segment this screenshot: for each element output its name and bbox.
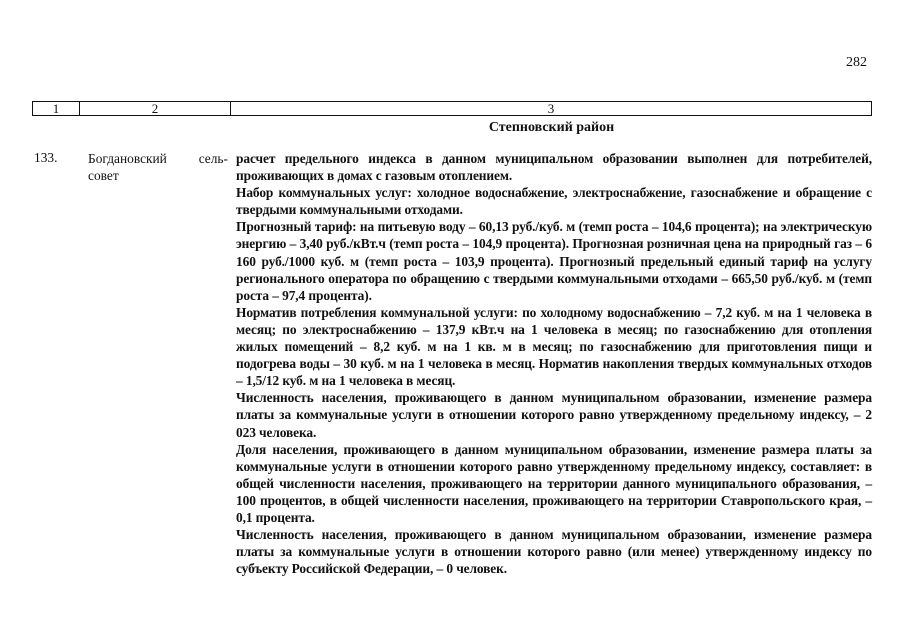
- paragraph: Прогнозный тариф: на питьевую воду – 60,13 руб./куб. м (темп роста – 104,6 процента); на электрическую энергию – 3,40 руб./кВт.ч (темп роста – 104,9 процента). Прогнозная розничная цена на природный газ – 6 160 руб./1000 куб. м (темп роста – 103,9 процента). Прогнозный предельный единый тариф на услугу регионального оператора по обращению с твердыми коммунальными отходами – 665,50 руб./куб. м (темп роста – 97,4 процента).: [236, 219, 872, 303]
- column-header-3: 3: [547, 101, 555, 116]
- row-number: 133.: [34, 150, 58, 165]
- municipality-name-part3: совет: [88, 168, 119, 183]
- column-header-row: [32, 101, 872, 116]
- paragraph: Набор коммунальных услуг: холодное водоснабжение, электроснабжение, газоснабжение и обращение с твердыми коммунальными отходами.: [236, 185, 872, 218]
- municipality-name-part2: сель-: [198, 151, 228, 166]
- entry-description: [236, 150, 872, 577]
- municipality-name: [88, 150, 228, 184]
- district-heading: Степновский район: [488, 120, 615, 135]
- column-header-1: 1: [33, 102, 80, 115]
- paragraph: расчет предельного индекса в данном муниципальном образовании выполнен для потребителей, проживающих в домах с газовым отоплением.: [236, 151, 872, 184]
- paragraph: Доля населения, проживающего в данном муниципальном образовании, изменение размера платы за коммунальные услуги в отношении которого равно утвержденному предельному индексу, составляет: в общей численности населения, проживающего на территории данного муниципального образования, – 100 процентов, в общей численности населения, проживающего на территории Ставропольского края, – 0,1 процента.: [236, 441, 872, 525]
- page-number: 282: [846, 55, 867, 70]
- paragraph: Численность населения, проживающего в данном муниципальном образовании, изменение размера платы за коммунальные услуги в отношении которого равно утвержденному предельному индексу, – 2 023 человека.: [236, 390, 872, 440]
- municipality-name-part1: Богдановский: [88, 151, 167, 166]
- paragraph: Норматив потребления коммунальной услуги: по холодному водоснабжению – 7,2 куб. м на 1 человека в месяц; по электроснабжению – 137,9 кВт.ч на 1 человека в месяц; по газоснабжению для отопления жилых помещений – 8,2 куб. м на 1 кв. м в месяц; по газоснабжению для приготовления пищи и подогрева воды – 30 куб. м на 1 человека в месяц. Норматив накопления твердых коммунальных отходов – 1,5/12 куб. м на 1 человека в месяц.: [236, 304, 872, 389]
- paragraph: Численность населения, проживающего в данном муниципальном образовании, изменение размера платы за коммунальные услуги в отношении которого равно (или менее) утвержденному индексу по субъекту Российской Федерации, – 0 человек.: [236, 527, 872, 577]
- column-header-2: 2: [80, 102, 231, 115]
